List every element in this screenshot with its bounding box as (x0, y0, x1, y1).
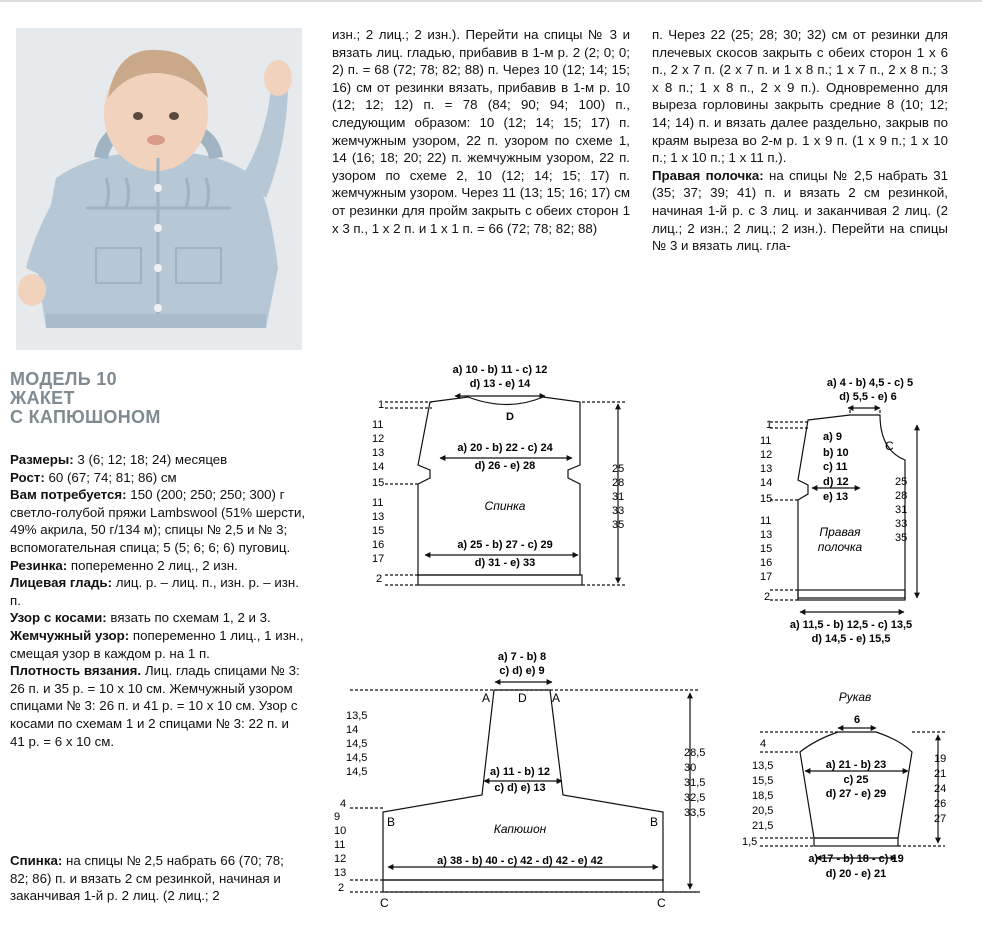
sleeve-right-num: 19 (934, 753, 947, 765)
model-title-line2: С КАПЮШОНОМ (10, 407, 161, 427)
hood-letter-d: D (518, 691, 527, 705)
hood-left-num: 2 (338, 882, 345, 894)
back-left-num: 1 (378, 399, 385, 411)
spec-label: Узор с косами: (10, 610, 107, 626)
right-front-scheme (760, 377, 917, 645)
hood-letter-c-left: C (380, 896, 389, 910)
hood-left-num: 12 (334, 853, 347, 865)
front-left-num: 17 (760, 571, 773, 583)
spec-label: Размеры: (10, 452, 74, 467)
back-right-num: 28 (612, 477, 625, 489)
back-left-num: 2 (376, 573, 383, 585)
front-neck-d: d) 12 (823, 476, 849, 488)
spec-text: 3 (6; 12; 18; 24) месяцев (73, 452, 228, 467)
back-top-size-a: а) 10 - b) 11 - c) 12 (452, 364, 548, 376)
front-letter-c: C (885, 439, 894, 453)
hood-left-num: 13 (334, 867, 347, 879)
front-left-num: 16 (760, 557, 773, 569)
back-label: Спинка (484, 499, 526, 513)
front-bottom-size-b: d) 14,5 - e) 15,5 (811, 633, 891, 645)
front-left-num: 14 (760, 477, 773, 489)
front-right-num: 28 (895, 490, 908, 502)
sleeve-left-num: 13,5 (752, 760, 774, 772)
back-left-num: 15 (372, 525, 385, 537)
right-front-label: Правая полочка: (652, 167, 764, 183)
hood-scheme (334, 651, 705, 910)
sleeve-bottom-size-a: а) 17 - b) 18 - c) 19 (808, 853, 904, 865)
spec-text: 60 (67; 74; 81; 86) см (44, 469, 177, 485)
spec-label: Рост: (10, 469, 45, 485)
sleeve-left-num: 21,5 (752, 820, 774, 832)
hood-mid-size-a: а) 11 - b) 12 (490, 766, 550, 778)
front-left-num: 13 (760, 463, 773, 475)
spec-label: Резинка: (10, 557, 68, 573)
front-label-1: Правая (819, 525, 861, 539)
sleeve-left-num: 1,5 (742, 836, 758, 848)
sleeve-scheme (742, 690, 946, 880)
back-left-num: 15 (372, 477, 385, 489)
back-left-num: 14 (372, 461, 385, 473)
back-right-num: 31 (612, 491, 625, 503)
sleeve-left-num: 4 (760, 738, 767, 750)
hood-left-num: 11 (334, 839, 346, 851)
hood-top-size-b: c) d) e) 9 (499, 665, 545, 677)
sleeve-left-num: 20,5 (752, 805, 774, 817)
front-neck-e: e) 13 (823, 491, 849, 503)
hood-right-num: 31,5 (684, 777, 706, 789)
front-left-num: 1 (766, 419, 773, 431)
front-left-num: 12 (760, 449, 773, 461)
back-text: на спицы № 2,5 набрать 66 (70; 78; 82; 86) п. и вязать 2 см резинкой, начиная и заканчивая 1-й р. 2 лиц. (2 лиц.; 2 (10, 853, 284, 904)
front-neck-b: b) 10 (823, 447, 849, 459)
front-neck-a: а) 9 (823, 431, 842, 443)
hood-mid-size-b: c) d) e) 13 (494, 782, 546, 794)
spec-label: Плотность вязания. (10, 663, 142, 679)
hood-letter-a-left: A (482, 691, 491, 705)
hood-top-size-a: а) 7 - b) 8 (497, 651, 547, 663)
sleeve-left-num: 18,5 (752, 790, 774, 802)
back-scheme (372, 364, 625, 585)
back-right-num: 33 (612, 505, 625, 517)
front-left-num: 11 (760, 435, 772, 447)
hood-right-numbers (684, 747, 705, 819)
front-bottom-size-a: а) 11,5 - b) 12,5 - c) 13,5 (789, 619, 913, 631)
sleeve-top-size: 6 (853, 714, 861, 726)
back-top-size-b: d) 13 - e) 14 (469, 378, 531, 390)
sleeve-right-num: 26 (934, 798, 947, 810)
hood-bottom-size: а) 38 - b) 40 - c) 42 - d) 42 - e) 42 (437, 855, 603, 867)
spec-label: Вам потребуется: (10, 487, 127, 503)
back-left-num: 13 (372, 511, 385, 523)
back-left-num: 12 (372, 433, 385, 445)
sleeve-cap-b: c) 25 (843, 774, 869, 786)
middle-column-text: изн.; 2 лиц.; 2 изн.). Перейти на спицы № 3 и вязать лиц. гладью, прибавив в 1-м р. 2 (2; 0; 0; 2) п. = 68 (72; 78; 82; 88) п. Через 10 (12; 14; 15; 16) см от резинки вязать, прибавив в 1-м р. 10 (12; 12; 12) п. = 78 (84; 90; 94; 100) п., следующим образом: 10 (12; 14; 15; 17) п. жемчужным узором, 22 п. узором по схеме 1, 14 (16; 18; 20; 22) п. жемчужным узором, 22 п. узором по схеме 2, 10 (12; 14; 15; 17) п. жемчужным узором. Через 11 (13; 15; 16; 17) см от резинки для пройм закрыть с обеих сторон 1 х 3 п., 1 х 2 п. и 1 х 1 п. = 66 (72; 78; 82; 88) (332, 27, 630, 236)
back-right-num: 35 (612, 519, 625, 531)
hood-left-num: 14,5 (346, 738, 368, 750)
front-right-num: 33 (895, 518, 908, 530)
sleeve-right-num: 24 (934, 783, 947, 795)
hood-letter-b-right: B (650, 815, 659, 829)
hood-left-num: 10 (334, 825, 347, 837)
back-bottom-size-a: а) 25 - b) 27 - c) 29 (457, 539, 553, 551)
back-letter-d: D (506, 411, 514, 423)
sleeve-cap-c: d) 27 - e) 29 (825, 788, 887, 800)
front-neck-c: c) 11 (823, 461, 848, 473)
model-number: МОДЕЛЬ 10 (10, 369, 117, 389)
front-right-numbers (895, 476, 907, 544)
hood-letter-b-left: B (387, 815, 396, 829)
spec-label: Лицевая гладь: (10, 575, 113, 591)
back-continued-text: п. Через 22 (25; 28; 30; 32) см от резинки для плечевых скосов закрыть с обеих сторон 1 х 6 п., 2 х 7 п. (2 х 7 п. и 1 х 8 п.; 1 х 7 п., 2 х 8 п.; 3 х 8 п.; 1 х 8 п., 2 х 9 п.). Одновременно для выреза горловины закрыть средние 8 (10; 12; 14; 14) п. и вязать далее раздельно, закрыв по краям выреза во 2-м р. 1 х 9 п. (1 х 9 п.; 1 х 10 п.; 1 х 10 п.; 1 х 11 п.). (652, 27, 948, 166)
hood-letter-c-right: C (657, 896, 666, 910)
spec-text: вязать по схемам 1, 2 и 3. (106, 610, 271, 626)
back-left-num: 16 (372, 539, 385, 551)
spec-label: Жемчужный узор: (10, 627, 130, 643)
back-right-num: 25 (612, 463, 625, 475)
hood-left-num: 14 (346, 724, 359, 736)
front-left-numbers (760, 419, 772, 603)
hood-right-num: 32,5 (684, 792, 706, 804)
sleeve-right-num: 21 (934, 768, 947, 780)
spec-text: 150 (200; 250; 250; 300) г светло-голубой пряжи Lambswool (51% шерсти, 49% акрила, 50 г/134 м); спицы № 2,5 и № 3; вспомогательная спица; 5 (5; 6; 6; 6) пуговиц. (10, 487, 306, 555)
back-left-num: 11 (372, 497, 384, 509)
back-bottom-size-b: d) 31 - e) 33 (474, 557, 536, 569)
sleeve-left-numbers (742, 738, 773, 848)
spec-text: Лиц. гладь спицами № 3: 26 п. и 35 р. = 10 х 10 см. Жемчужный узором спицами № 3: 26 п. и 41 р. = 10 х 10 см. Узор с косами по схемам 1 и 2 спицами № 3: 22 п. и 41 р. = 6 х 10 см. (10, 663, 300, 749)
back-mid-size-b: d) 26 - e) 28 (474, 460, 536, 472)
front-top-size-a: а) 4 - b) 4,5 - c) 5 (826, 377, 914, 389)
front-right-num: 25 (895, 476, 908, 488)
hood-left-num: 14,5 (346, 766, 368, 778)
front-right-num: 35 (895, 532, 908, 544)
hood-left-num: 14,5 (346, 752, 368, 764)
back-rib (418, 575, 582, 585)
hood-label: Капюшон (493, 822, 547, 836)
sleeve-label: Рукав (838, 690, 872, 704)
front-left-num: 15 (760, 543, 773, 555)
model-title-line1: ЖАКЕТ (10, 388, 75, 408)
hood-left-numbers (334, 710, 367, 894)
sleeve-left-num: 15,5 (752, 775, 774, 787)
front-left-num: 11 (760, 515, 772, 527)
spec-text: лиц. р. – лиц. п., изн. р. – изн. п. (10, 575, 299, 608)
hood-left-num: 13,5 (346, 710, 368, 722)
right-front-text: на спицы № 2,5 набрать 31 (35; 37; 39; 41) п. и вязать 2 см резинкой, начиная 1-й р. с 3 лиц. и заканчивая 2 лиц. (2 лиц.; 2 изн.; 2 лиц.; 2 изн.). Перейти на спицы № 3 и вязать лиц. гла- (652, 167, 949, 254)
front-left-num: 2 (764, 591, 771, 603)
hood-left-num: 4 (340, 798, 347, 810)
back-mid-size-a: а) 20 - b) 22 - c) 24 (457, 442, 553, 454)
back-label: Спинка: (10, 853, 63, 868)
front-left-num: 13 (760, 529, 773, 541)
sleeve-right-numbers (934, 753, 946, 825)
front-top-size-b: d) 5,5 - e) 6 (839, 391, 897, 403)
back-left-numbers (372, 399, 384, 585)
back-right-numbers (612, 463, 624, 531)
hood-right-num: 30 (684, 762, 697, 774)
sleeve-right-num: 27 (934, 813, 947, 825)
hood-left-num: 9 (334, 811, 341, 823)
spec-text: попеременно 2 лиц., 2 изн. (67, 557, 238, 573)
sleeve-cap-a: а) 21 - b) 23 (825, 759, 887, 771)
front-right-num: 31 (895, 504, 908, 516)
back-left-num: 13 (372, 447, 385, 459)
front-label-2: полочка (817, 540, 863, 554)
hood-right-num: 28,5 (684, 747, 706, 759)
sleeve-bottom-size-b: d) 20 - e) 21 (825, 868, 887, 880)
spec-text: попеременно 1 лиц., 1 изн., смещая узор в каждом р. на 1 п. (10, 627, 304, 661)
hood-letter-a-right: A (552, 691, 561, 705)
back-left-num: 17 (372, 553, 385, 565)
back-left-num: 11 (372, 419, 384, 431)
hood-right-num: 33,5 (684, 807, 706, 819)
front-left-num: 15 (760, 493, 773, 505)
